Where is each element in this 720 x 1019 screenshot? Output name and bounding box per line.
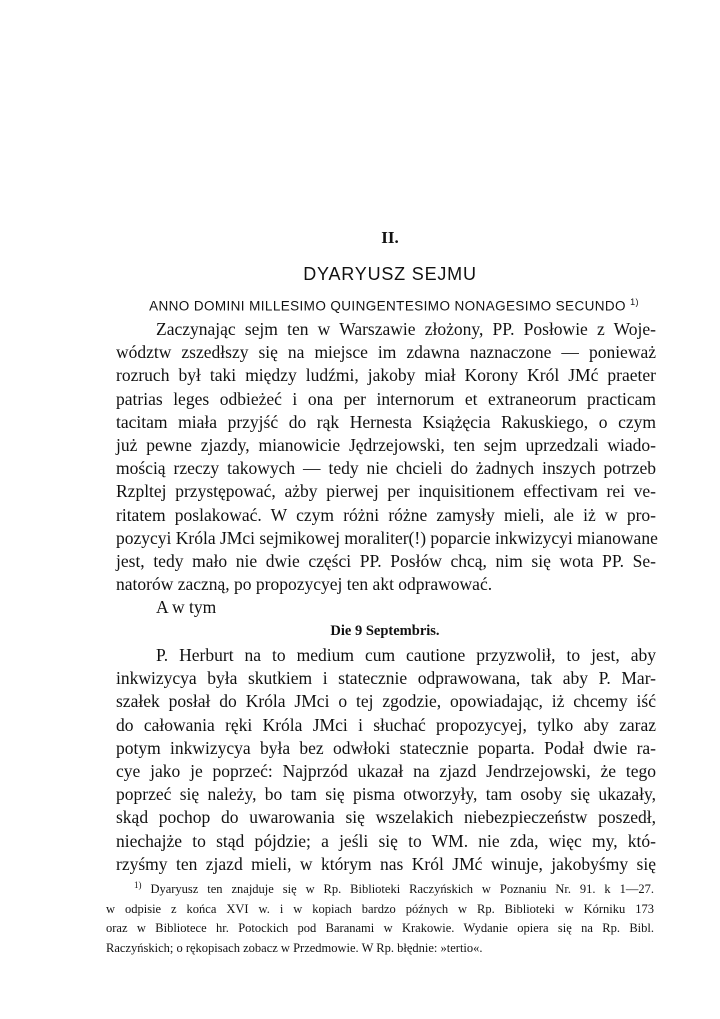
text-line: skąd pochop do uwarowania się wszelakich niebezpieczeństw poszedł, (116, 807, 656, 828)
document-subtitle (114, 297, 674, 314)
text-line: mością rzeczy takowych — tedy nie chcieli do żadnych inszych potrzeb (116, 458, 656, 479)
text-line: niechajże to stąd pójdzie; a jeśli się to WM. nie zda, więc my, któ- (116, 830, 656, 851)
text-line: P. Herburt na to medium cum cautione przyzwolił, to jest, aby (156, 645, 656, 665)
text-line: rozruch był taki między ludźmi, jakoby miał Korony Król JMć praeter (116, 365, 656, 386)
text-line: A w tym (156, 597, 217, 618)
text-line: cye jako je poprzeć: Najprzód ukazał na zjazd Jendrzejowski, że tego (116, 761, 656, 782)
footnote-text: Dyaryusz ten znajduje się w Rp. Biblioteki Raczyńskich w Poznaniu Nr. 91. k 1—27. (150, 882, 654, 897)
text-line: inkwizycya była skutkiem i statecznie odprawowana, tak aby P. Mar- (116, 668, 656, 689)
text-line: pozycyi Króla JMci sejmikowej moraliter(!) poparcie inkwizycyi mianowane (116, 527, 658, 548)
footnote-line: oraz w Bibliotece hr. Potockich pod Baranami w Krakowie. Wydanie opiera się na Rp. Bibl. (106, 921, 654, 936)
text-line: rzyśmy ten zjazd mieli, w którym nas Król JMć winuje, jakobyśmy się (116, 853, 656, 874)
footnote-line (106, 876, 654, 900)
text-line: ritatem poslakować. W czym różni różne zamysły mieli, ale iż w pro- (116, 504, 656, 525)
text-line: patrias leges odbieżeć i ona per internorum et extraneorum practicam (116, 388, 656, 409)
footnote-mark: 1) (134, 880, 142, 890)
footnote (106, 876, 654, 958)
text-line: szałek posłał do Króla JMci o tej zgodzie, opowiadając, iż chcemy iść (116, 691, 656, 712)
text-line: potym inkwizycya była bez odwłoki statecznie poparta. Podał dwie ra- (116, 737, 656, 758)
text-line: jest, tedy mało nie dwie części PP. Posłów chcą, nim się wota PP. Se- (116, 551, 656, 572)
text-line: poprzeć się należy, bo tam się pisma otworzyły, tam osoby się ukazały, (116, 784, 656, 805)
day-heading: Die 9 Septembris. (330, 623, 440, 639)
footnote-line: Raczyńskich; o rękopisach zobacz w Przedmowie. W Rp. błędnie: »tertio«. (106, 940, 483, 955)
document-title: DYARYUSZ SEJMU (303, 264, 477, 284)
paragraph-2 (116, 644, 656, 876)
text-line: wództw zszedłszy się na miejsce im zdawna naznaczone — ponieważ (116, 342, 656, 363)
text-line: tacitam miała przyjść do rąk Hernesta Książęcia Rakuskiego, o czym (116, 411, 656, 432)
section-number: II. (381, 228, 399, 247)
text-line: do całowania ręki Króla JMci i słuchać propozycyej, tylko aby zaraz (116, 714, 656, 735)
paragraph-1 (116, 318, 656, 620)
footnote-line: w odpisie z końca XVI w. i w kopiach bardzo późnych w Rp. Biblioteki w Kórniku 173 (106, 901, 654, 916)
text-line: już pewne zjazdy, mianowicie Jędrzejowski, ten sejm uprzedzali wiado- (116, 435, 656, 456)
subtitle-footnote-mark: 1) (630, 297, 639, 307)
text-line: natorów zaczną, po propozycyej ten akt odprawować. (116, 574, 493, 595)
subtitle-text: ANNO DOMINI MILLESIMO QUINGENTESIMO NONAGESIMO SECUNDO (149, 298, 626, 314)
text-line: Zaczynając sejm ten w Warszawie złożony, PP. Posłowie z Woje- (156, 319, 656, 339)
text-line: Rzpltej przystępować, ażby pierwej per inquisitionem effectivam rei ve- (116, 481, 656, 502)
